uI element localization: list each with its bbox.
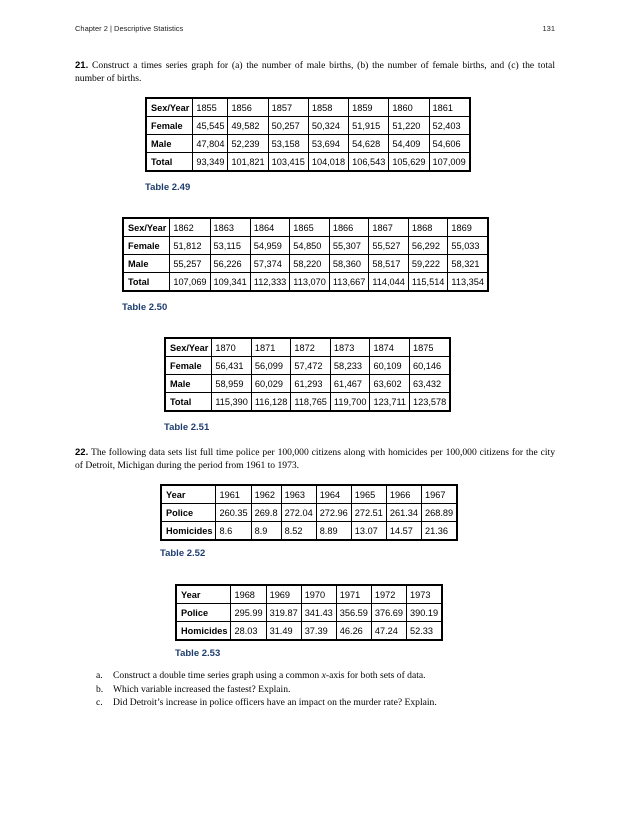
table-row (146, 153, 470, 172)
exercise-21 (75, 60, 555, 85)
table-header-row (161, 485, 457, 504)
column-header-cell: 1865 (290, 218, 330, 237)
column-header-cell: 1965 (351, 485, 386, 504)
table-cell: 54,606 (429, 135, 470, 153)
table-cell: 103,415 (268, 153, 308, 172)
table-cell: 55,033 (448, 237, 488, 255)
column-header-cell: 1970 (301, 585, 336, 604)
table-cell: 8.52 (281, 522, 316, 541)
table-cell: 56,099 (251, 357, 291, 375)
table-cell: 51,220 (389, 117, 429, 135)
column-header-cell: 1969 (266, 585, 301, 604)
column-header-cell: 1962 (251, 485, 281, 504)
table-caption: Table 2.50 (122, 302, 168, 313)
table-cell: 61,293 (291, 375, 331, 393)
table-cell: 105,629 (389, 153, 429, 172)
column-header-cell: 1860 (389, 98, 429, 117)
table-caption: Table 2.51 (164, 422, 210, 433)
table-cell: 61,467 (330, 375, 370, 393)
table-cell: 55,307 (329, 237, 369, 255)
table-row (165, 393, 450, 412)
table-cell: 54,959 (250, 237, 290, 255)
column-header-cell: 1972 (371, 585, 406, 604)
row-header-cell: Total (165, 393, 212, 412)
column-header-cell: 1864 (250, 218, 290, 237)
table-cell: 58,517 (369, 255, 409, 273)
table-cell: 8.9 (251, 522, 281, 541)
table-cell: 57,472 (291, 357, 331, 375)
table-cell: 57,374 (250, 255, 290, 273)
column-header-cell: 1868 (408, 218, 448, 237)
table-cell: 58,360 (329, 255, 369, 273)
running-header-chapter: Chapter 2 | Descriptive Statistics (75, 24, 184, 33)
list-text: Did Detroit’s increase in police officers have an impact on the murder rate? Explain. (113, 697, 437, 708)
table-2-52 (160, 484, 458, 541)
table-cell: 113,667 (329, 273, 369, 292)
table-cell: 54,850 (290, 237, 330, 255)
table-header-row (146, 98, 470, 117)
table-cell: 21.36 (422, 522, 458, 541)
table-row (161, 504, 457, 522)
column-header-cell: 1862 (170, 218, 210, 237)
table-cell: 56,226 (210, 255, 250, 273)
exercise-22 (75, 447, 555, 472)
row-header-cell: Female (123, 237, 170, 255)
list-item (96, 683, 437, 697)
list-item (96, 669, 437, 683)
table-cell: 45,545 (193, 117, 228, 135)
table-cell: 60,029 (251, 375, 291, 393)
row-header-cell: Police (176, 604, 231, 622)
row-header-cell: Police (161, 504, 216, 522)
row-header-cell: Total (146, 153, 193, 172)
column-header-cell: 1861 (429, 98, 470, 117)
table-cell: 50,257 (268, 117, 308, 135)
row-header-cell: Sex/Year (146, 98, 193, 117)
table-cell: 58,220 (290, 255, 330, 273)
exercise-text: The following data sets list full time police per 100,000 citizens along with homicides per 100,000 citizens for the city of Detroit, Michigan during the period from 1961 to 1973. (75, 447, 556, 471)
row-header-cell: Year (161, 485, 216, 504)
table-cell: 93,349 (193, 153, 228, 172)
table-cell: 107,009 (429, 153, 470, 172)
table-header-row (123, 218, 488, 237)
table-cell: 107,069 (170, 273, 210, 292)
page-number: 131 (542, 24, 555, 33)
column-header-cell: 1872 (291, 338, 331, 357)
table-cell: 56,292 (408, 237, 448, 255)
table-cell: 114,044 (369, 273, 409, 292)
list-item (96, 696, 437, 710)
table-cell: 58,233 (330, 357, 370, 375)
column-header-cell: 1875 (409, 338, 450, 357)
table-cell: 295.99 (231, 604, 266, 622)
table-row (123, 273, 488, 292)
table-row (146, 117, 470, 135)
table-row (123, 237, 488, 255)
table-cell: 63,432 (409, 375, 450, 393)
table-cell: 319.87 (266, 604, 301, 622)
table-row (176, 622, 442, 641)
table-cell: 58,321 (448, 255, 488, 273)
table-cell: 341.43 (301, 604, 336, 622)
column-header-cell: 1855 (193, 98, 228, 117)
table-cell: 272.04 (281, 504, 316, 522)
table-caption: Table 2.53 (175, 648, 221, 659)
table-cell: 49,582 (228, 117, 268, 135)
table-cell: 58,959 (212, 375, 252, 393)
table-cell: 113,070 (290, 273, 330, 292)
table-cell: 63,602 (370, 375, 410, 393)
table-cell: 47,804 (193, 135, 228, 153)
table-cell: 50,324 (308, 117, 348, 135)
column-header-cell: 1961 (216, 485, 251, 504)
table-caption: Table 2.52 (160, 548, 206, 559)
table-cell: 112,333 (250, 273, 290, 292)
table-cell: 59,222 (408, 255, 448, 273)
column-header-cell: 1859 (349, 98, 389, 117)
column-header-cell: 1870 (212, 338, 252, 357)
table-cell: 60,109 (370, 357, 410, 375)
row-header-cell: Male (165, 375, 212, 393)
row-header-cell: Female (146, 117, 193, 135)
table-2-49 (145, 97, 471, 172)
exercise-number: 21. (75, 60, 89, 71)
row-header-cell: Male (123, 255, 170, 273)
column-header-cell: 1964 (316, 485, 351, 504)
table-cell: 119,700 (330, 393, 370, 412)
table-cell: 46.26 (336, 622, 371, 641)
table-cell: 53,158 (268, 135, 308, 153)
table-cell: 106,543 (349, 153, 389, 172)
table-cell: 261.34 (386, 504, 421, 522)
row-header-cell: Homicides (176, 622, 231, 641)
table-header-row (176, 585, 442, 604)
table-cell: 52,403 (429, 117, 470, 135)
table-2-53 (175, 584, 443, 641)
column-header-cell: 1967 (422, 485, 458, 504)
table-cell: 116,128 (251, 393, 291, 412)
table-cell: 390.19 (407, 604, 443, 622)
table-row (165, 375, 450, 393)
table-cell: 109,341 (210, 273, 250, 292)
table-cell: 54,628 (349, 135, 389, 153)
table-cell: 115,390 (212, 393, 252, 412)
table-cell: 104,018 (308, 153, 348, 172)
column-header-cell: 1863 (210, 218, 250, 237)
column-header-cell: 1873 (330, 338, 370, 357)
table-cell: 260.35 (216, 504, 251, 522)
table-2-50 (122, 217, 489, 292)
row-header-cell: Homicides (161, 522, 216, 541)
exercise-22-subquestions (96, 669, 437, 710)
list-marker: a. (96, 670, 103, 681)
table-cell: 269.8 (251, 504, 281, 522)
row-header-cell: Male (146, 135, 193, 153)
table-cell: 55,257 (170, 255, 210, 273)
column-header-cell: 1968 (231, 585, 266, 604)
row-header-cell: Sex/Year (165, 338, 212, 357)
table-cell: 54,409 (389, 135, 429, 153)
column-header-cell: 1867 (369, 218, 409, 237)
table-cell: 113,354 (448, 273, 488, 292)
table-cell: 53,694 (308, 135, 348, 153)
table-cell: 37.39 (301, 622, 336, 641)
table-cell: 8.6 (216, 522, 251, 541)
column-header-cell: 1871 (251, 338, 291, 357)
table-cell: 101,821 (228, 153, 268, 172)
row-header-cell: Total (123, 273, 170, 292)
table-cell: 13.07 (351, 522, 386, 541)
exercise-text: Construct a times series graph for (a) the number of male births, (b) the number of female births, and (c) the total number of births. (75, 60, 555, 84)
list-marker: c. (96, 697, 103, 708)
column-header-cell: 1856 (228, 98, 268, 117)
list-text: Which variable increased the fastest? Explain. (113, 683, 291, 695)
table-cell: 53,115 (210, 237, 250, 255)
table-cell: 31.49 (266, 622, 301, 641)
column-header-cell: 1973 (407, 585, 443, 604)
table-row (165, 357, 450, 375)
table-cell: 55,527 (369, 237, 409, 255)
list-text: Construct a double time series graph using a common x-axis for both sets of data. (113, 670, 426, 681)
table-cell: 56,431 (212, 357, 252, 375)
table-cell: 51,915 (349, 117, 389, 135)
table-row (176, 604, 442, 622)
column-header-cell: 1858 (308, 98, 348, 117)
table-cell: 8.89 (316, 522, 351, 541)
table-cell: 123,711 (370, 393, 410, 412)
table-cell: 356.59 (336, 604, 371, 622)
table-cell: 376.69 (371, 604, 406, 622)
column-header-cell: 1866 (329, 218, 369, 237)
exercise-number: 22. (75, 447, 89, 458)
table-caption: Table 2.49 (145, 182, 191, 193)
row-header-cell: Female (165, 357, 212, 375)
table-cell: 115,514 (408, 273, 448, 292)
table-row (146, 135, 470, 153)
table-cell: 47.24 (371, 622, 406, 641)
table-cell: 123,578 (409, 393, 450, 412)
table-cell: 272.51 (351, 504, 386, 522)
table-cell: 118,765 (291, 393, 331, 412)
table-cell: 14.57 (386, 522, 421, 541)
column-header-cell: 1874 (370, 338, 410, 357)
table-cell: 268.89 (422, 504, 458, 522)
table-2-51 (164, 337, 451, 412)
table-row (161, 522, 457, 541)
list-marker: b. (96, 683, 104, 695)
row-header-cell: Sex/Year (123, 218, 170, 237)
table-cell: 52,239 (228, 135, 268, 153)
column-header-cell: 1971 (336, 585, 371, 604)
table-cell: 52.33 (407, 622, 443, 641)
table-cell: 60,146 (409, 357, 450, 375)
column-header-cell: 1963 (281, 485, 316, 504)
column-header-cell: 1966 (386, 485, 421, 504)
column-header-cell: 1869 (448, 218, 488, 237)
table-row (123, 255, 488, 273)
table-header-row (165, 338, 450, 357)
row-header-cell: Year (176, 585, 231, 604)
table-cell: 51,812 (170, 237, 210, 255)
table-cell: 28.03 (231, 622, 266, 641)
table-cell: 272.96 (316, 504, 351, 522)
column-header-cell: 1857 (268, 98, 308, 117)
